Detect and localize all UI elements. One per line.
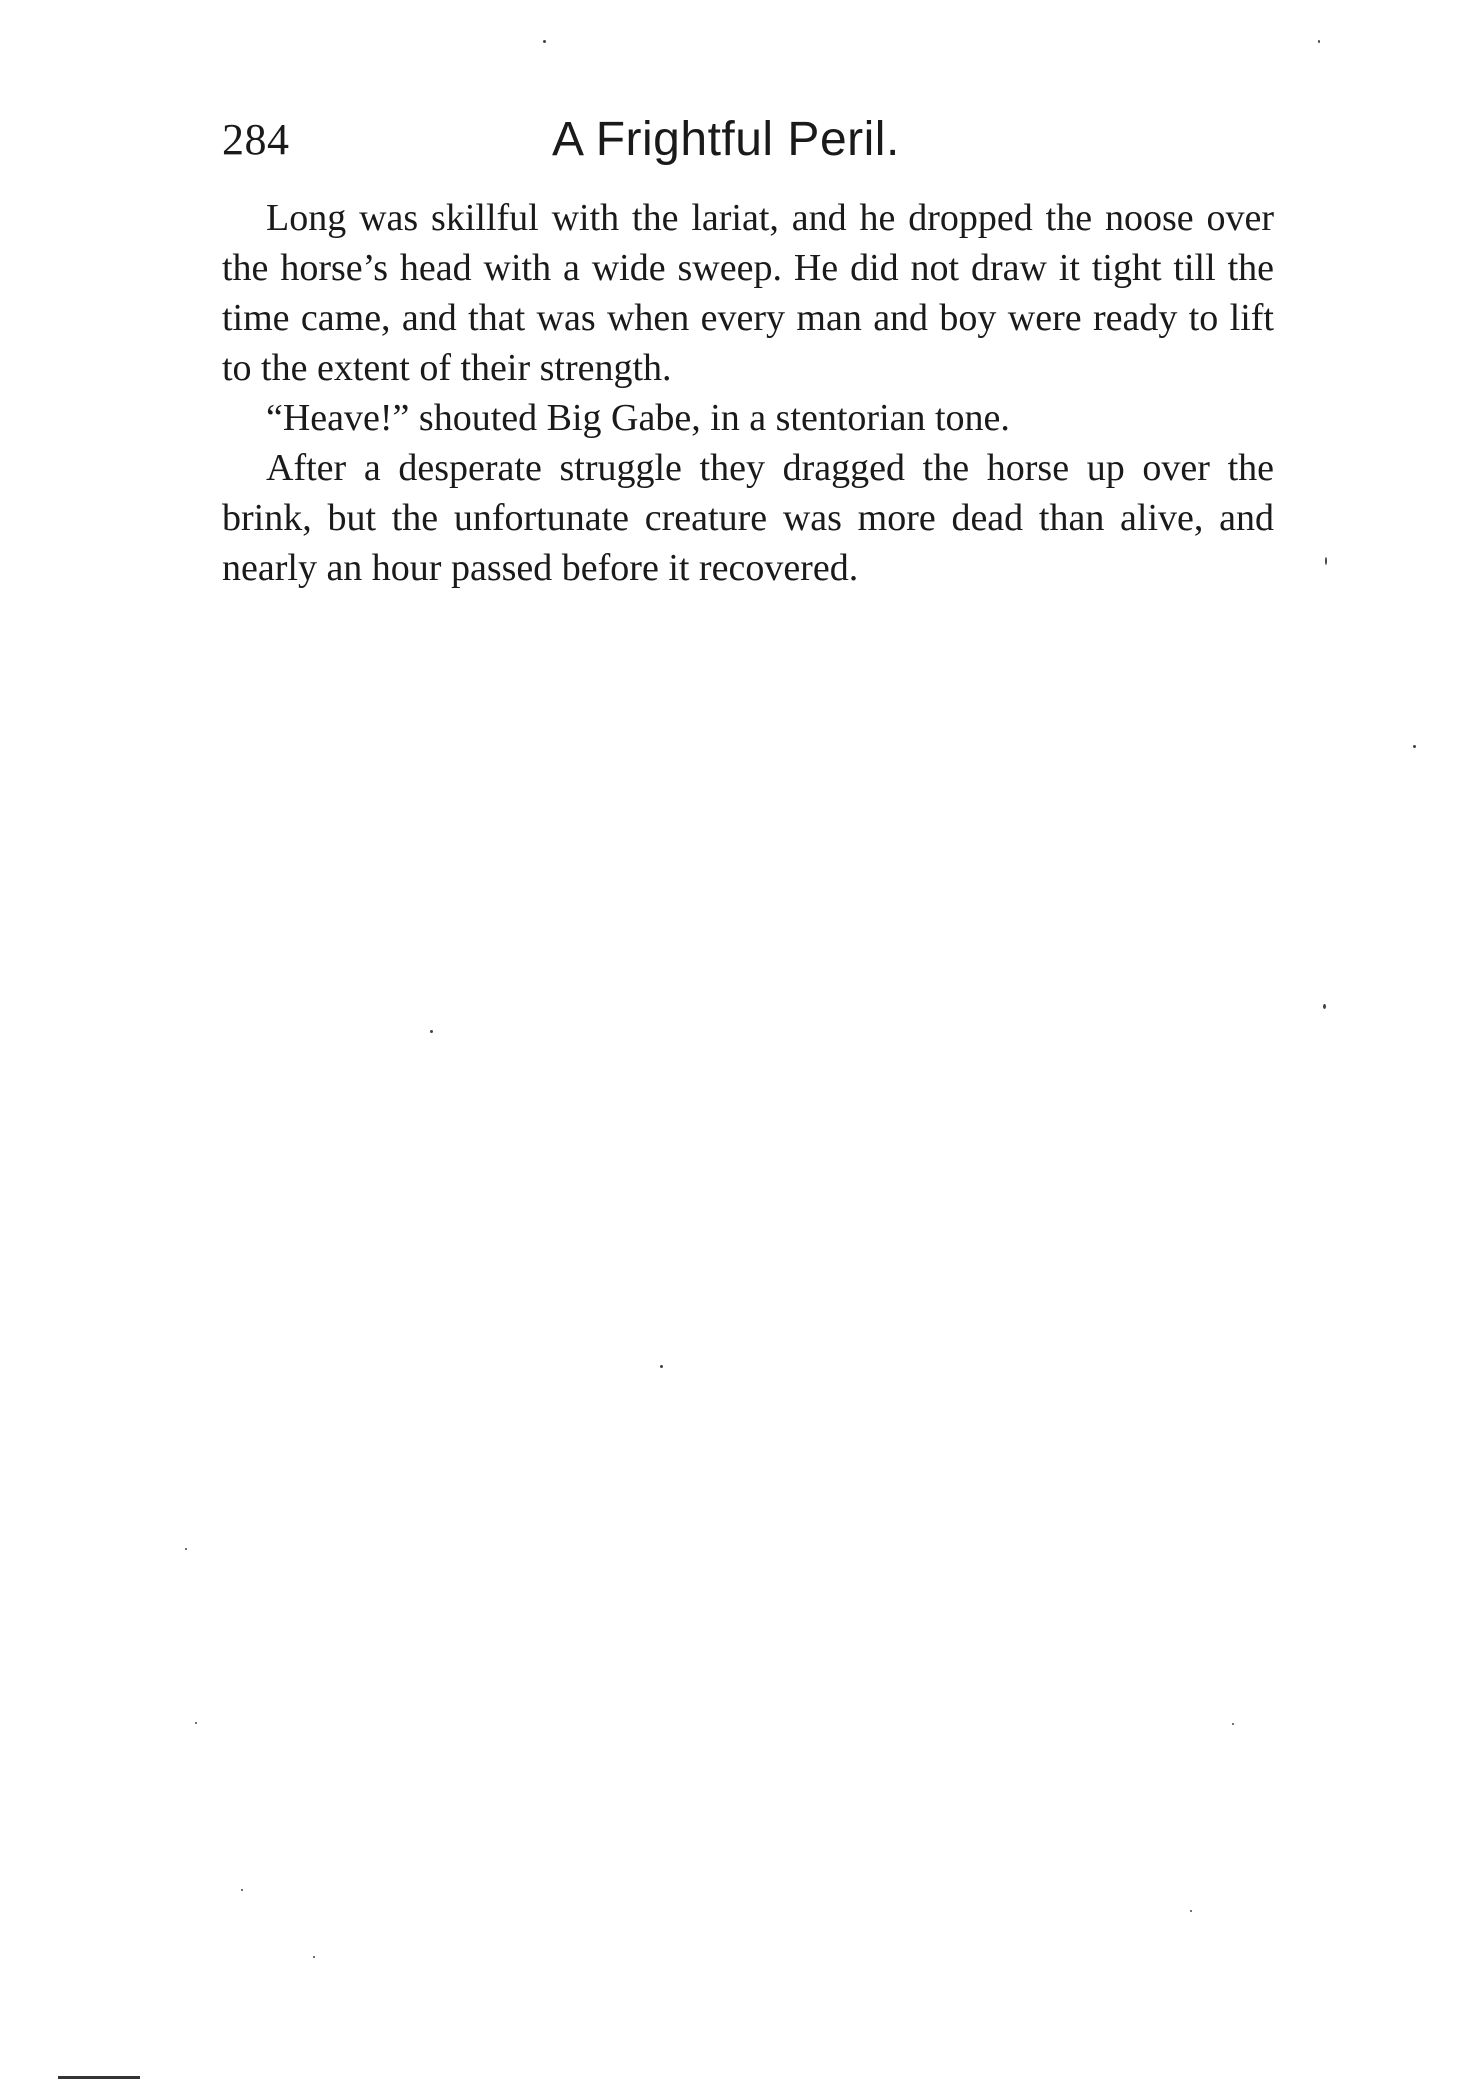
body-text xyxy=(222,193,1274,593)
paragraph: “Heave!” shouted Big Gabe, in a stentorian tone. xyxy=(266,397,1010,439)
page-header xyxy=(222,100,1272,180)
scan-speck xyxy=(660,1365,663,1368)
scan-speck xyxy=(1323,1004,1326,1009)
page-number: 284 xyxy=(222,115,290,164)
running-title: A Frightful Peril. xyxy=(552,113,900,166)
paragraph: After a desperate struggle they dragged the horse up over the brink, but the unfortunate creature was more dead than alive, and nearly an hour passed before it recovered. xyxy=(222,447,1274,589)
scan-speck xyxy=(1190,1910,1192,1912)
scan-speck xyxy=(1325,557,1327,565)
scan-speck xyxy=(1318,40,1320,43)
scan-speck xyxy=(241,1889,243,1891)
scan-speck xyxy=(430,1030,433,1033)
scan-speck xyxy=(1413,745,1416,748)
scan-speck xyxy=(543,40,546,43)
scan-speck xyxy=(1232,1723,1234,1725)
scan-speck xyxy=(185,1548,187,1550)
paragraph: Long was skillful with the lariat, and he dropped the noose over the horse’s head with a wide sweep. He did not draw it tight till the time came, and that was when every man and boy were ready to lift to the extent of their strength. xyxy=(222,197,1274,389)
scan-speck xyxy=(195,1722,197,1724)
scan-speck xyxy=(313,1956,315,1958)
bottom-edge-mark xyxy=(58,2076,140,2079)
